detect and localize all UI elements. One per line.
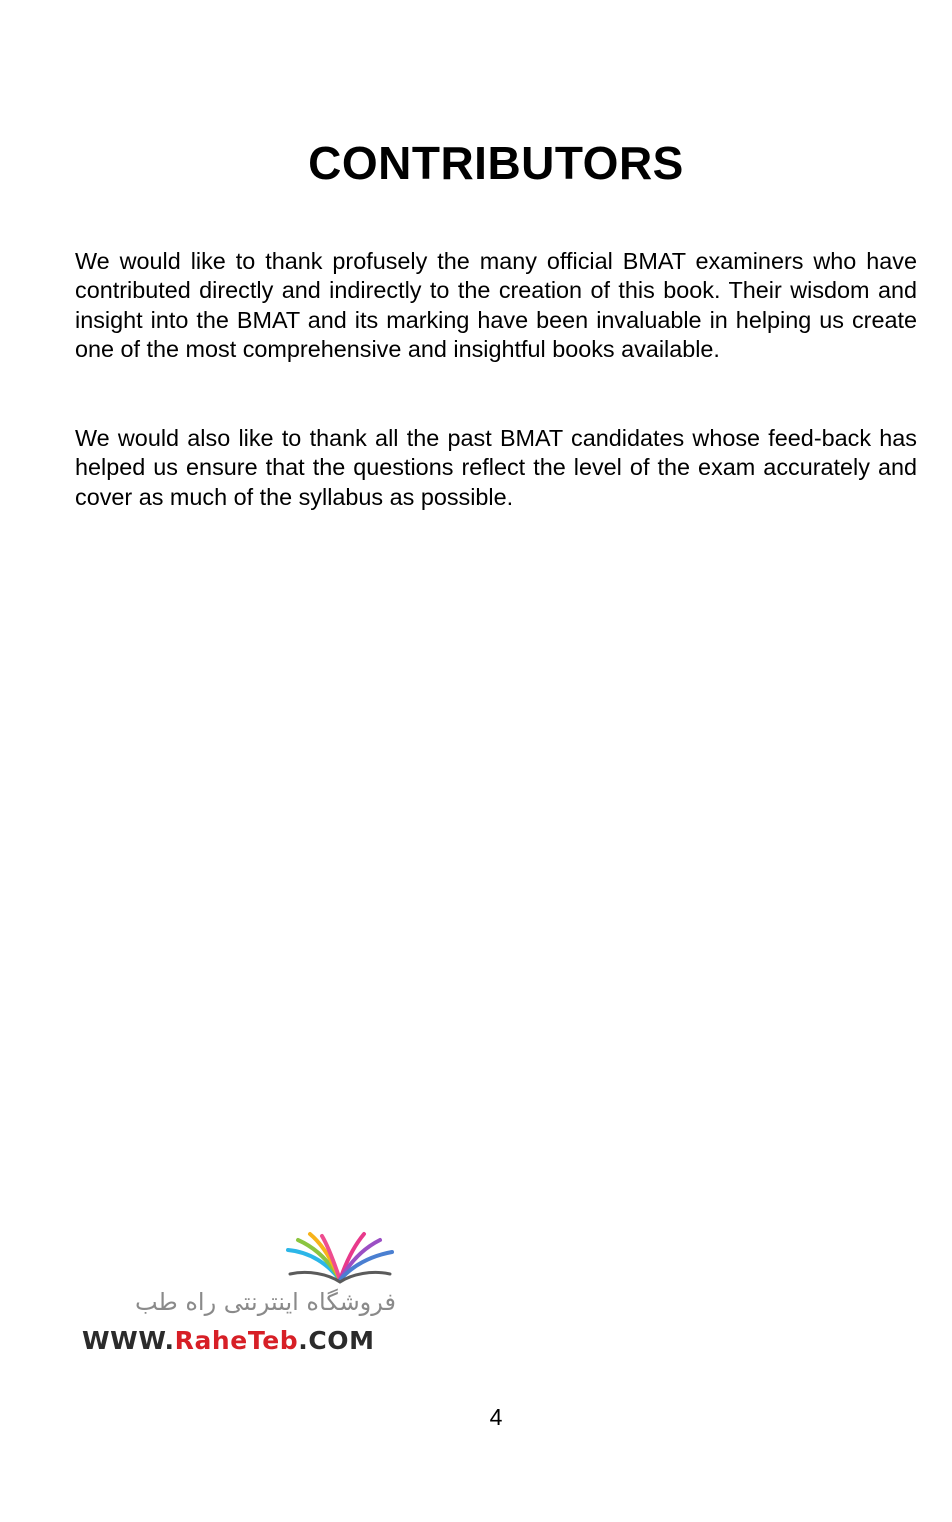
page-title: CONTRIBUTORS [308,137,684,189]
page-number: 4 [489,1404,503,1430]
paragraph-candidates: We would also like to thank all the past BMAT candidates whose feed-back has helped us ensure that the questions reflect the level of the exam accurately and cover as much of the syllabus as possible. [75,425,917,510]
watermark-url [82,1326,375,1355]
watermark-persian-text: فروشگاه اینترنتی راه طب [135,1288,396,1316]
watermark-url-brand: RaheTeb [174,1326,299,1355]
watermark [78,1230,400,1360]
watermark-url-suffix: .COM [298,1326,375,1355]
open-book-rainbow-logo-icon [284,1230,396,1286]
watermark-url-prefix: WWW. [82,1326,175,1355]
paragraph-examiners: We would like to thank profusely the many official BMAT examiners who have contributed directly and indirectly to the creation of this book. Their wisdom and insight into the BMAT and its marking have been invaluable in helping us create one of the most comprehensive and insightful books available. [75,248,917,363]
